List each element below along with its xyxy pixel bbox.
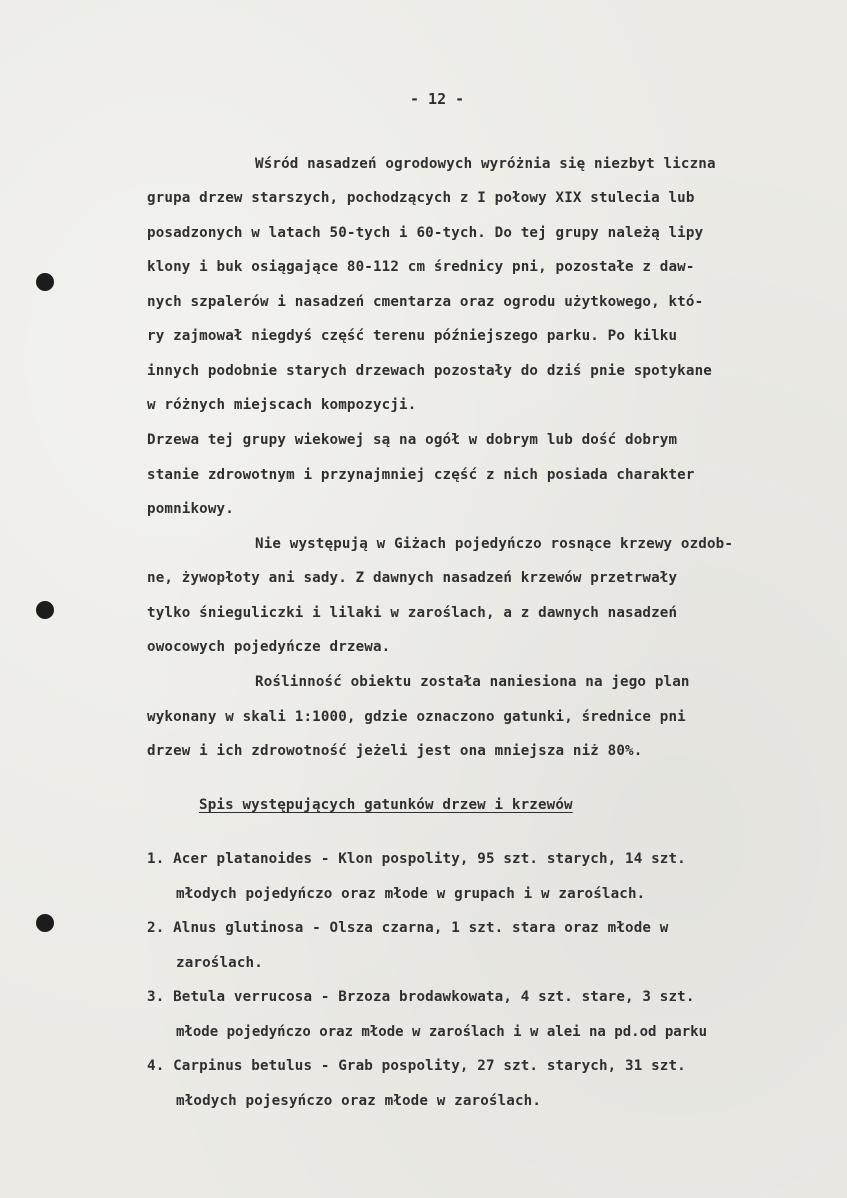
list-item: 1. Acer platanoides - Klon pospolity, 95 szt. starych, 14 szt. [147,851,686,867]
list-item-continuation: młode pojedyńczo oraz młode w zaroślach i w alei na pd.od parku [176,1024,708,1040]
paragraph-line: Wśród nasadzeń ogrodowych wyróżnia się niezbyt liczna [255,156,716,172]
paragraph-line: stanie zdrowotnym i przynajmniej część z nich posiada charakter [147,467,695,483]
paragraph-line: ne, żywopłoty ani sady. Z dawnych nasadzeń krzewów przetrwały [147,570,678,586]
paragraph-line: posadzonych w latach 50-tych i 60-tych. Do tej grupy należą lipy [147,225,704,241]
paragraph-line: Drzewa tej grupy wiekowej są na ogół w dobrym lub dość dobrym [147,432,678,448]
paragraph-line: klony i buk osiągające 80-112 cm średnicy pni, pozostałe z daw- [147,259,695,275]
page-number: - 12 - [410,90,465,108]
list-item-continuation: młodych pojesyńczo oraz młode w zaroślach. [176,1093,542,1109]
section-heading: Spis występujących gatunków drzew i krzewów [199,797,573,813]
paragraph-line: Nie występują w Giżach pojedyńczo rosnące krzewy ozdob- [255,536,734,552]
paragraph-line: pomnikowy. [147,501,234,517]
paragraph-line: w różnych miejscach kompozycji. [147,397,417,413]
list-item-continuation: młodych pojedyńczo oraz młode w grupach i w zaroślach. [176,886,646,902]
punch-hole [36,273,54,291]
paragraph-line: nych szpalerów i nasadzeń cmentarza oraz ogrodu użytkowego, któ- [147,294,704,310]
list-item: 4. Carpinus betulus - Grab pospolity, 27 szt. starych, 31 szt. [147,1058,686,1074]
punch-hole [36,601,54,619]
list-item: 2. Alnus glutinosa - Olsza czarna, 1 szt. stara oraz młode w [147,920,669,936]
list-item: 3. Betula verrucosa - Brzoza brodawkowata, 4 szt. stare, 3 szt. [147,989,695,1005]
paragraph-line: Roślinność obiektu została naniesiona na jego plan [255,674,690,690]
paragraph-line: grupa drzew starszych, pochodzących z I połowy XIX stulecia lub [147,190,695,206]
paragraph-line: tylko śnieguliczki i lilaki w zaroślach, a z dawnych nasadzeń [147,605,678,621]
paragraph-line: drzew i ich zdrowotność jeżeli jest ona mniejsza niż 80%. [147,743,643,759]
paragraph-line: owocowych pojedyńcze drzewa. [147,639,391,655]
paragraph-line: ry zajmował niegdyś część terenu późniejszego parku. Po kilku [147,328,678,344]
list-item-continuation: zaroślach. [176,955,263,971]
punch-hole [36,914,54,932]
paragraph-line: wykonany w skali 1:1000, gdzie oznaczono gatunki, średnice pni [147,709,686,725]
paragraph-line: innych podobnie starych drzewach pozostały do dziś pnie spotykane [147,363,712,379]
